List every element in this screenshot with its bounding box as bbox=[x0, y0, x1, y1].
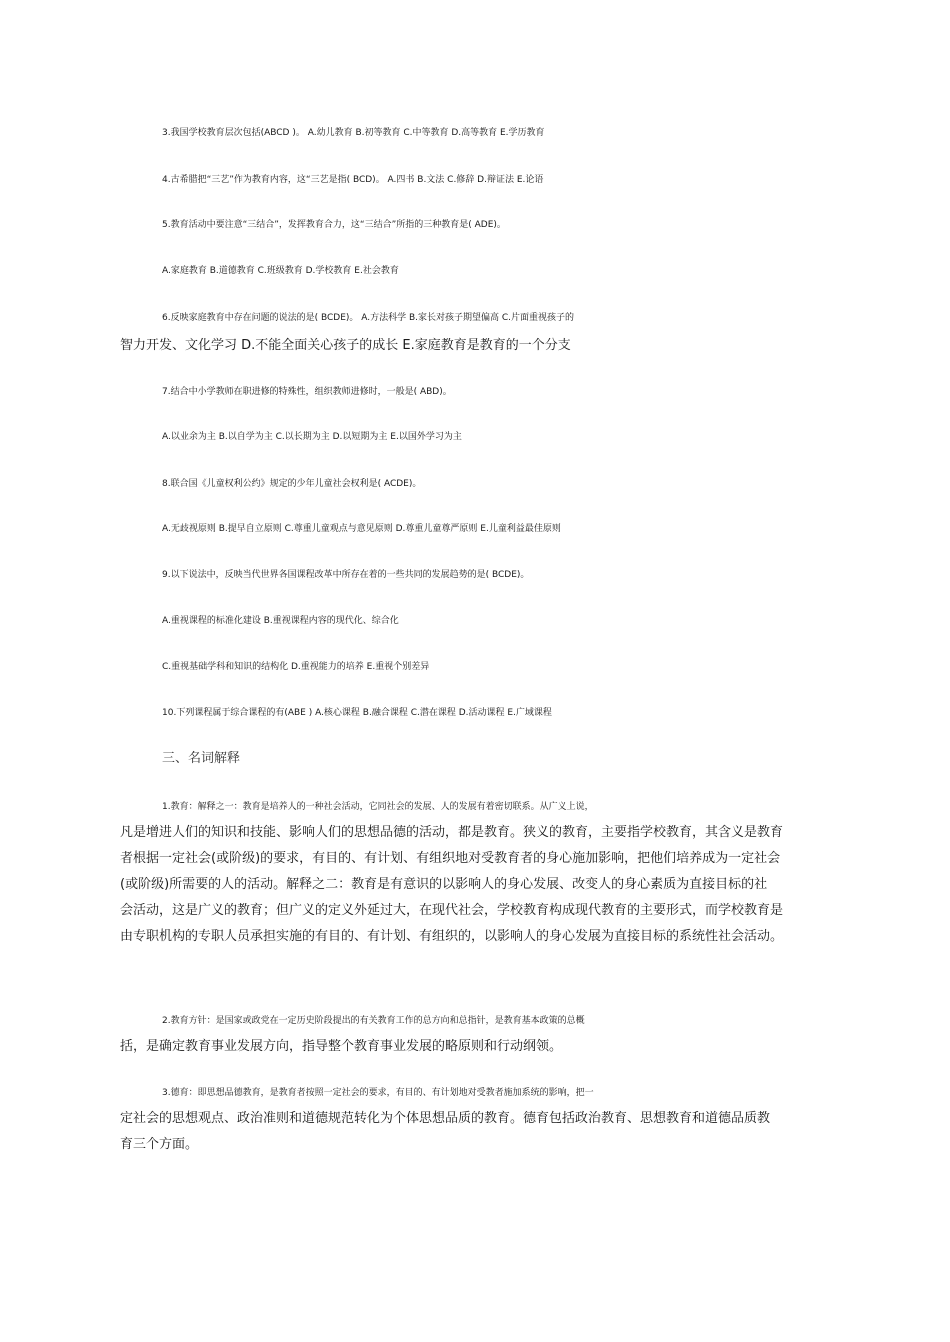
question-5: 5.教育活动中要注意“三结合”，发挥教育合力，这“三结合”所指的三种教育是( ADE)。 bbox=[162, 220, 506, 230]
question-7-options: A.以业余为主 B.以自学为主 C.以长期为主 D.以短期为主 E.以国外学习为主 bbox=[162, 432, 462, 442]
definition-1-line-3: 者根据一定社会(或阶级)的要求，有目的、有计划、有组织地对受教育者的身心施加影响，把他们培养成为一定社会 bbox=[120, 851, 781, 866]
question-9: 9.以下说法中，反映当代世界各国课程改革中所存在着的一些共同的发展趋势的是( BCDE)。 bbox=[162, 570, 530, 580]
definition-1-line-4: (或阶级)所需要的人的活动。解释之二：教育是有意识的以影响人的身心发展、改变人的身心素质为直接目标的社 bbox=[120, 877, 768, 892]
definition-1-line-6: 由专职机构的专职人员承担实施的有目的、有计划、有组织的，以影响人的身心发展为直接目标的系统性社会活动。 bbox=[120, 929, 784, 944]
question-10: 10.下列课程属于综合课程的有(ABE ) A.核心课程 B.融合课程 C.潜在课程 D.活动课程 E.广域课程 bbox=[162, 708, 552, 718]
question-4: 4.古希腊把“三艺”作为教育内容，这“三艺是指( BCD)。 A.四书 B.文法 C.修辞 D.辩证法 E.论语 bbox=[162, 175, 544, 185]
question-3: 3.我国学校教育层次包括(ABCD )。 A.幼儿教育 B.初等教育 C.中等教育 D.高等教育 E.学历教育 bbox=[162, 128, 545, 138]
definition-2-line-1: 2.教育方针：是国家或政党在一定历史阶段提出的有关教育工作的总方向和总指针，是教育基本政策的总概 bbox=[162, 1016, 585, 1026]
question-8: 8.联合国《儿童权利公约》规定的少年儿童社会权利是( ACDE)。 bbox=[162, 479, 422, 489]
question-6-line-1: 6.反映家庭教育中存在问题的说法的是( BCDE)。 A.方法科学 B.家长对孩子期望偏高 C.片面重视孩子的 bbox=[162, 313, 575, 323]
question-6-line-2: 智力开发、文化学习 D.不能全面关心孩子的成长 E.家庭教育是教育的一个分支 bbox=[120, 338, 571, 353]
question-7: 7.结合中小学教师在职进修的特殊性，组织教师进修时，一般是( ABD)。 bbox=[162, 387, 452, 397]
definition-3-line-2: 定社会的思想观点、政治准则和道德规范转化为个体思想品质的教育。德育包括政治教育、思想教育和道德品质教 bbox=[120, 1111, 771, 1126]
definition-3-line-3: 育三个方面。 bbox=[120, 1137, 199, 1152]
question-9-options-1: A.重视课程的标准化建设 B.重视课程内容的现代化、综合化 bbox=[162, 616, 399, 626]
definition-1-line-1: 1.教育：解释之一：教育是培养人的一种社会活动，它同社会的发展、人的发展有着密切联系。从广义上说， bbox=[162, 802, 594, 812]
definition-1-line-2: 凡是增进人们的知识和技能、影响人们的思想品德的活动，都是教育。狭义的教育，主要指学校教育，其含义是教育 bbox=[120, 825, 784, 840]
question-5-options: A.家庭教育 B.道德教育 C.班级教育 D.学校教育 E.社会教育 bbox=[162, 266, 399, 276]
question-10-options-2: C.重视基础学科和知识的结构化 D.重视能力的培养 E.重视个别差异 bbox=[162, 662, 430, 672]
definition-2-line-2: 括，是确定教育事业发展方向，指导整个教育事业发展的略原则和行动纲领。 bbox=[120, 1039, 563, 1054]
question-8-options: A.无歧视原则 B.提早自立原则 C.尊重儿童观点与意见原则 D.尊重儿童尊严原则 E.儿童利益最佳原则 bbox=[162, 524, 561, 534]
section-heading-terms: 三、名词解释 bbox=[162, 751, 241, 766]
definition-1-line-5: 会活动，这是广义的教育；但广义的定义外延过大，在现代社会，学校教育构成现代教育的主要形式，而学校教育是 bbox=[120, 903, 784, 918]
definition-3-line-1: 3.德育：即思想品德教育，是教育者按照一定社会的要求，有目的、有计划地对受教者施加系统的影响，把一 bbox=[162, 1088, 594, 1098]
